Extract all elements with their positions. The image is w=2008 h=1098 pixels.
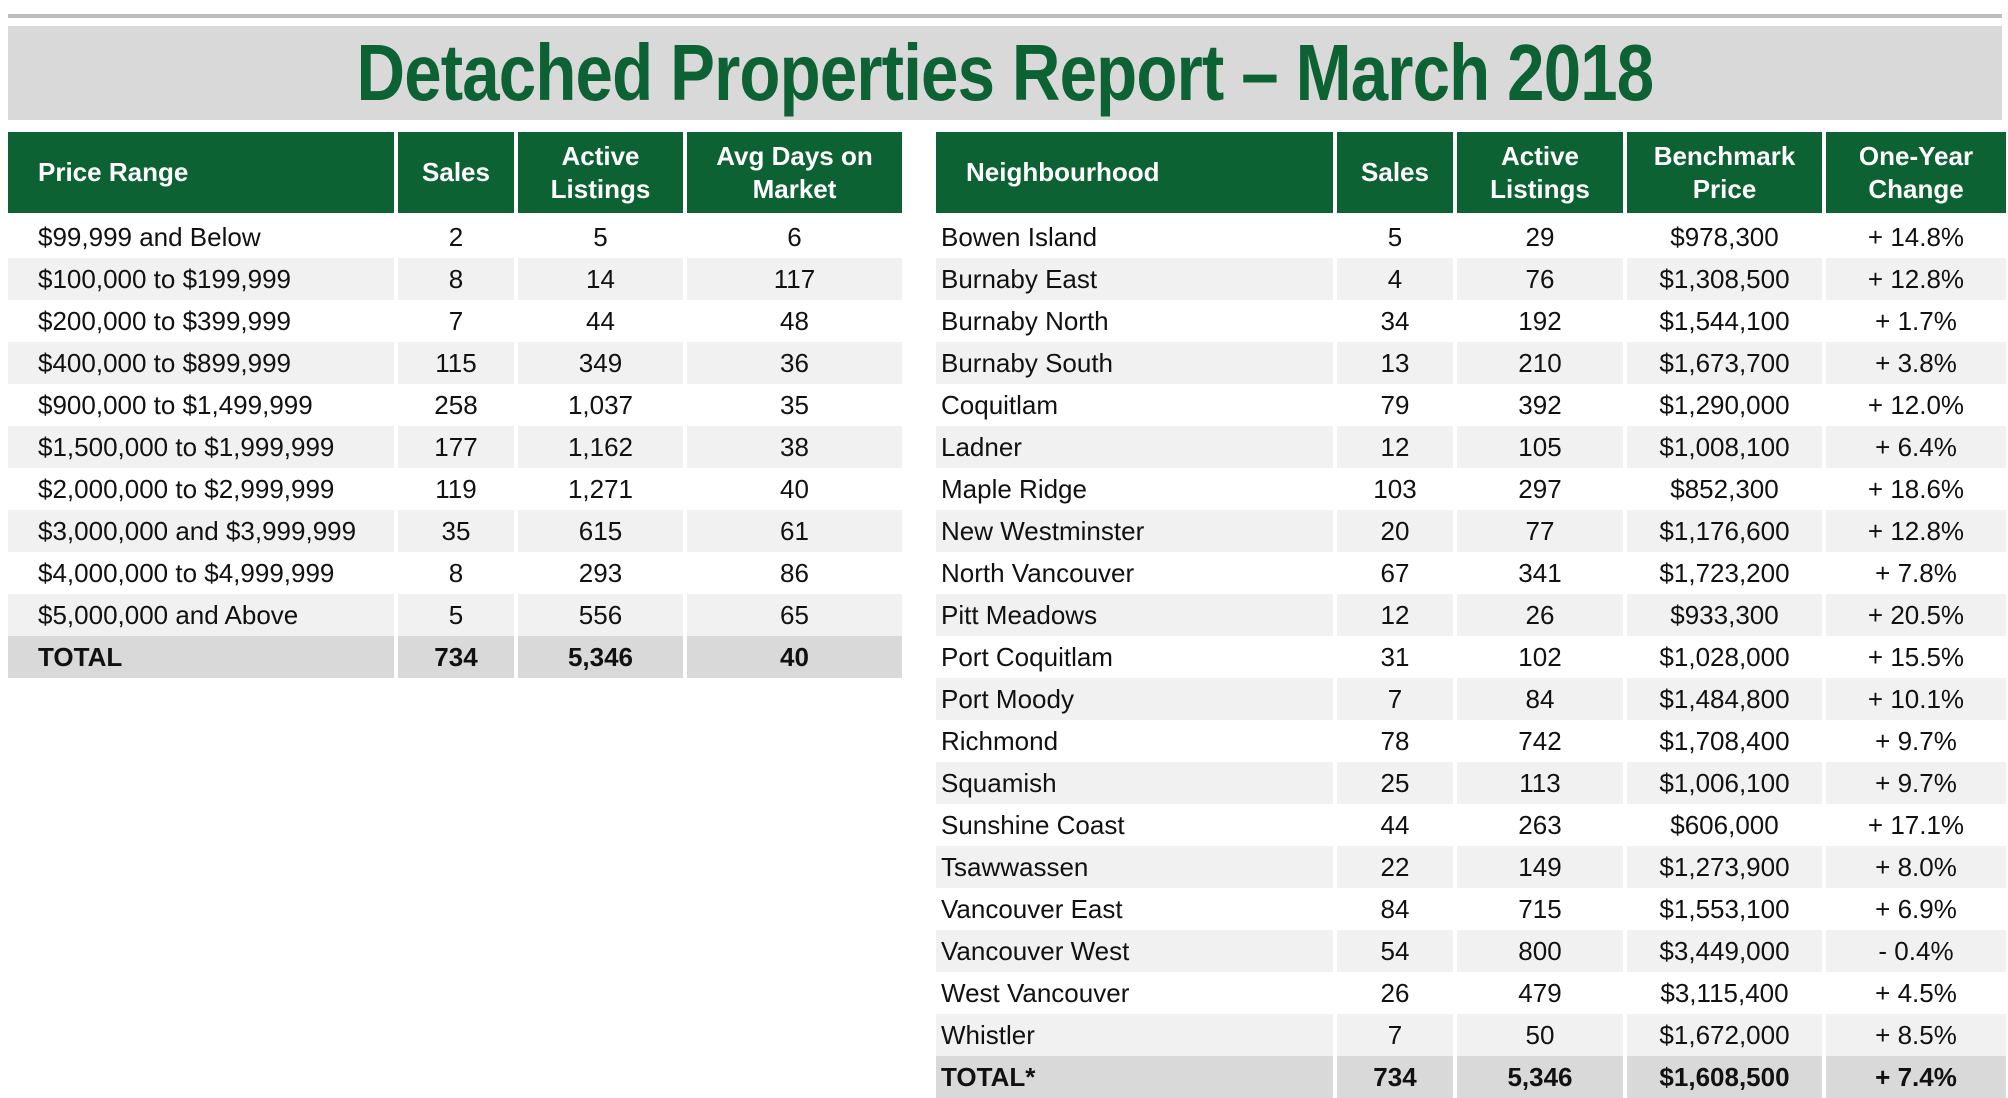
row-label-cell: Coquitlam [941, 389, 1059, 420]
value-cell: 102 [1518, 641, 1562, 672]
value-cell: 5 [398, 594, 514, 636]
value-cell: 77 [1457, 510, 1623, 552]
row-label-cell: $400,000 to $899,999 [8, 342, 394, 384]
value-cell: $1,608,500 [1627, 1056, 1822, 1098]
value-cell: $852,300 [1670, 473, 1779, 504]
value-cell: + 14.8% [1867, 221, 1965, 252]
table-row [936, 258, 2006, 300]
price-range-table [4, 132, 906, 678]
header-avg-days-on-market: Avg Days on Market [687, 132, 902, 216]
value-cell: $1,176,600 [1627, 510, 1822, 552]
value-cell: 25 [1337, 762, 1453, 804]
value-cell: 84 [1457, 678, 1623, 720]
row-label-cell: TOTAL* [936, 1056, 1333, 1098]
table-header-row [936, 132, 2006, 216]
row-label-cell: $99,999 and Below [38, 221, 261, 252]
neighbourhood-table [932, 132, 2008, 1098]
value-cell: 48 [780, 305, 809, 336]
value-cell: $1,553,100 [1659, 893, 1790, 924]
value-cell: 31 [1380, 641, 1410, 672]
value-cell: + 12.8% [1826, 258, 2006, 300]
table-header-row [8, 132, 902, 216]
value-cell: 258 [434, 389, 478, 420]
value-cell: 8 [448, 557, 464, 588]
value-cell: + 7.8% [1875, 557, 1957, 588]
value-cell: 742 [1518, 725, 1562, 756]
value-cell: 113 [1457, 762, 1623, 804]
row-label-cell: Bowen Island [941, 221, 1098, 252]
value-cell: 115 [398, 342, 514, 384]
table-row [8, 552, 902, 594]
value-cell: 86 [780, 557, 809, 588]
value-cell: 5 [593, 221, 608, 252]
table-row [936, 594, 2006, 636]
value-cell: 1,162 [518, 426, 683, 468]
value-cell: + 20.5% [1826, 594, 2006, 636]
value-cell: 26 [1457, 594, 1623, 636]
table-row [936, 426, 2006, 468]
table-row [936, 1014, 2006, 1056]
header-one-year-change: One-Year Change [1826, 132, 2006, 216]
total-row [936, 1056, 2006, 1098]
value-cell: 7 [448, 305, 464, 336]
table-row [8, 216, 902, 258]
header-active-listings: Active Listings [1457, 132, 1623, 216]
header-benchmark-price: Benchmark Price [1627, 132, 1822, 216]
value-cell: 556 [518, 594, 683, 636]
value-cell: + 18.6% [1867, 473, 1965, 504]
table-row [8, 258, 902, 300]
table-row [936, 300, 2006, 342]
table-row [8, 342, 902, 384]
row-label-cell: Sunshine Coast [941, 809, 1125, 840]
value-cell: + 3.8% [1826, 342, 2006, 384]
row-label-cell: Port Moody [936, 678, 1333, 720]
value-cell: 7 [1337, 678, 1453, 720]
value-cell: 79 [1380, 389, 1410, 420]
value-cell: 35 [398, 510, 514, 552]
value-cell: + 8.0% [1826, 846, 2006, 888]
value-cell: + 4.5% [1875, 977, 1957, 1008]
value-cell: $1,708,400 [1659, 725, 1790, 756]
value-cell: 210 [1457, 342, 1623, 384]
row-label-cell: Maple Ridge [941, 473, 1087, 504]
value-cell: 105 [1457, 426, 1623, 468]
row-label-cell: Ladner [936, 426, 1333, 468]
value-cell: 293 [578, 557, 623, 588]
value-cell: 5 [1387, 221, 1403, 252]
total-row [8, 636, 902, 678]
header-sales: Sales [1337, 132, 1453, 216]
table-row [936, 930, 2006, 972]
table-row [8, 300, 902, 342]
value-cell: - 0.4% [1826, 930, 2006, 972]
table-row [936, 846, 2006, 888]
value-cell: 26 [1380, 977, 1410, 1008]
row-label-cell: Tsawwassen [936, 846, 1333, 888]
value-cell: 263 [1518, 809, 1562, 840]
page-title: Detached Properties Report – March 2018 [356, 28, 1654, 117]
value-cell: 67 [1380, 557, 1410, 588]
value-cell: $1,290,000 [1659, 389, 1790, 420]
row-label-cell: Pitt Meadows [936, 594, 1333, 636]
value-cell: $978,300 [1670, 221, 1779, 252]
value-cell: 117 [687, 258, 902, 300]
table-row [8, 510, 902, 552]
table-row [936, 510, 2006, 552]
value-cell: 40 [687, 636, 902, 678]
header-active-listings: Active Listings [518, 132, 683, 216]
row-label-cell: $4,000,000 to $4,999,999 [38, 557, 335, 588]
value-cell: 177 [398, 426, 514, 468]
value-cell: $1,672,000 [1627, 1014, 1822, 1056]
table-row [936, 804, 2006, 846]
value-cell: 149 [1457, 846, 1623, 888]
value-cell: + 12.0% [1867, 389, 1965, 420]
value-cell: $1,006,100 [1627, 762, 1822, 804]
value-cell: + 1.7% [1875, 305, 1957, 336]
value-cell: 1,037 [567, 389, 634, 420]
header-neighbourhood: Neighbourhood [936, 132, 1333, 216]
value-cell: 36 [687, 342, 902, 384]
row-label-cell: New Westminster [936, 510, 1333, 552]
table-row [936, 762, 2006, 804]
table-row [8, 384, 902, 426]
value-cell: + 15.5% [1867, 641, 1965, 672]
value-cell: 479 [1518, 977, 1562, 1008]
value-cell: 8 [398, 258, 514, 300]
table-row [936, 636, 2006, 678]
row-label-cell: Squamish [936, 762, 1333, 804]
row-label-cell: Burnaby South [936, 342, 1333, 384]
value-cell: 14 [518, 258, 683, 300]
value-cell: 1,271 [567, 473, 634, 504]
value-cell: 34 [1380, 305, 1410, 336]
value-cell: 5,346 [518, 636, 683, 678]
header-price-range: Price Range [8, 132, 394, 216]
value-cell: $1,308,500 [1627, 258, 1822, 300]
table-row [936, 972, 2006, 1014]
row-label-cell: $5,000,000 and Above [8, 594, 394, 636]
value-cell: + 9.7% [1875, 725, 1957, 756]
value-cell: + 9.7% [1826, 762, 2006, 804]
row-label-cell: $200,000 to $399,999 [38, 305, 292, 336]
table-row [936, 678, 2006, 720]
row-label-cell: Vancouver West [936, 930, 1333, 972]
value-cell: 29 [1525, 221, 1555, 252]
table-row [936, 888, 2006, 930]
value-cell: 78 [1380, 725, 1410, 756]
value-cell: + 17.1% [1867, 809, 1965, 840]
value-cell: 119 [435, 473, 477, 504]
table-row [8, 594, 902, 636]
value-cell: + 6.4% [1826, 426, 2006, 468]
value-cell: $1,273,900 [1627, 846, 1822, 888]
value-cell: 192 [1518, 305, 1562, 336]
value-cell: $933,300 [1627, 594, 1822, 636]
row-label-cell: Port Coquitlam [941, 641, 1113, 672]
row-label-cell: North Vancouver [941, 557, 1135, 588]
row-label-cell: Burnaby North [941, 305, 1109, 336]
value-cell: $1,723,200 [1659, 557, 1790, 588]
value-cell: 615 [518, 510, 683, 552]
table-row [8, 468, 902, 510]
value-cell: 734 [398, 636, 514, 678]
value-cell: 103 [1373, 473, 1417, 504]
value-cell: 297 [1518, 473, 1562, 504]
title-bar [8, 26, 2002, 120]
row-label-cell: $3,000,000 and $3,999,999 [8, 510, 394, 552]
table-row [936, 342, 2006, 384]
value-cell: + 6.9% [1875, 893, 1957, 924]
table-row [936, 720, 2006, 762]
row-label-cell: $100,000 to $199,999 [8, 258, 394, 300]
value-cell: 734 [1337, 1056, 1453, 1098]
value-cell: 54 [1337, 930, 1453, 972]
table-row [936, 216, 2006, 258]
value-cell: 341 [1518, 557, 1562, 588]
value-cell: 84 [1380, 893, 1410, 924]
row-label-cell: $2,000,000 to $2,999,999 [38, 473, 335, 504]
top-rule [8, 14, 2002, 18]
row-label-cell: Burnaby East [936, 258, 1333, 300]
row-label-cell: Whistler [936, 1014, 1333, 1056]
value-cell: + 10.1% [1826, 678, 2006, 720]
value-cell: 76 [1457, 258, 1623, 300]
value-cell: $1,484,800 [1627, 678, 1822, 720]
value-cell: 44 [1380, 809, 1410, 840]
value-cell: $1,028,000 [1659, 641, 1790, 672]
table-row [8, 426, 902, 468]
value-cell: 12 [1337, 426, 1453, 468]
value-cell: + 8.5% [1826, 1014, 2006, 1056]
value-cell: 50 [1457, 1014, 1623, 1056]
value-cell: 65 [687, 594, 902, 636]
row-label-cell: $900,000 to $1,499,999 [38, 389, 313, 420]
row-label-cell: West Vancouver [941, 977, 1130, 1008]
value-cell: 349 [518, 342, 683, 384]
value-cell: 4 [1337, 258, 1453, 300]
value-cell: + 12.8% [1826, 510, 2006, 552]
table-row [936, 468, 2006, 510]
value-cell: 61 [687, 510, 902, 552]
row-label-cell: $1,500,000 to $1,999,999 [8, 426, 394, 468]
value-cell: 800 [1457, 930, 1623, 972]
value-cell: 13 [1337, 342, 1453, 384]
value-cell: + 7.4% [1826, 1056, 2006, 1098]
value-cell: 20 [1337, 510, 1453, 552]
row-label-cell: Richmond [941, 725, 1059, 756]
value-cell: 7 [1337, 1014, 1453, 1056]
value-cell: 715 [1518, 893, 1562, 924]
table-row [936, 384, 2006, 426]
value-cell: 5,346 [1457, 1056, 1623, 1098]
value-cell: 40 [780, 473, 809, 504]
value-cell: 35 [780, 389, 809, 420]
row-label-cell: Vancouver East [941, 893, 1123, 924]
value-cell: 44 [586, 305, 615, 336]
row-label-cell: TOTAL [8, 636, 394, 678]
value-cell: $3,115,400 [1660, 977, 1789, 1008]
value-cell: 38 [687, 426, 902, 468]
value-cell: 12 [1337, 594, 1453, 636]
value-cell: $1,008,100 [1627, 426, 1822, 468]
value-cell: 2 [448, 221, 464, 252]
header-sales: Sales [398, 132, 514, 216]
value-cell: $1,673,700 [1627, 342, 1822, 384]
value-cell: 392 [1518, 389, 1562, 420]
value-cell: $606,000 [1670, 809, 1779, 840]
value-cell: $3,449,000 [1627, 930, 1822, 972]
value-cell: 22 [1337, 846, 1453, 888]
value-cell: $1,544,100 [1659, 305, 1790, 336]
value-cell: 6 [787, 221, 802, 252]
table-row [936, 552, 2006, 594]
